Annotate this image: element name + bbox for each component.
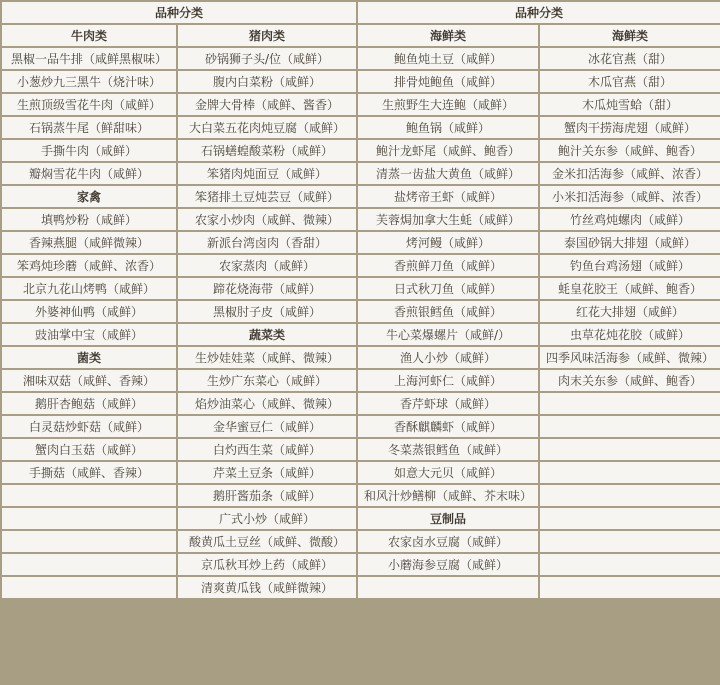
table-row <box>2 301 720 322</box>
dish-cell: 鲍汁关东参（咸鲜、鲍香） <box>540 140 720 161</box>
table-row <box>2 508 720 529</box>
empty-cell <box>2 577 176 598</box>
empty-cell <box>358 577 538 598</box>
empty-cell <box>540 577 720 598</box>
table-row <box>2 416 720 437</box>
dish-cell: 香芹虾球（咸鲜） <box>358 393 538 414</box>
dish-cell: 肉末关东参（咸鲜、鲍香） <box>540 370 720 391</box>
dish-cell: 金牌大骨棒（咸鲜、酱香） <box>178 94 356 115</box>
dish-cell: 酸黄瓜土豆丝（咸鲜、微酸） <box>178 531 356 552</box>
dish-cell: 小葱炒九三黑牛（烧汁味） <box>2 71 176 92</box>
dish-cell: 农家蒸肉（咸鲜） <box>178 255 356 276</box>
table-row <box>2 393 720 414</box>
dish-cell: 清爽黄瓜钱（咸鲜微辣） <box>178 577 356 598</box>
dish-cell: 黑椒一品牛排（咸鲜黑椒味） <box>2 48 176 69</box>
table-row <box>2 209 720 230</box>
dish-cell: 竹丝鸡炖螺肉（咸鲜） <box>540 209 720 230</box>
empty-cell <box>540 485 720 506</box>
table-row <box>2 255 720 276</box>
dish-cell: 豉油掌中宝（咸鲜） <box>2 324 176 345</box>
dish-cell: 香煎银鳕鱼（咸鲜） <box>358 301 538 322</box>
table-row <box>2 324 720 345</box>
section-label: 家禽 <box>2 186 176 207</box>
dish-cell: 和风汁炒鳝柳（咸鲜、芥末味） <box>358 485 538 506</box>
dish-cell: 香煎鲜刀鱼（咸鲜） <box>358 255 538 276</box>
dish-cell: 钓鱼台鸡汤翅（咸鲜） <box>540 255 720 276</box>
dish-cell: 笨鸡炖珍蘑（咸鲜、浓香） <box>2 255 176 276</box>
dish-cell: 填鸭炒粉（咸鲜） <box>2 209 176 230</box>
table-row <box>2 163 720 184</box>
table-row <box>2 370 720 391</box>
dish-cell: 金华蜜豆仁（咸鲜） <box>178 416 356 437</box>
dish-cell: 如意大元贝（咸鲜） <box>358 462 538 483</box>
dish-cell: 冰花官燕（甜） <box>540 48 720 69</box>
dish-cell: 木瓜炖雪蛤（甜） <box>540 94 720 115</box>
dish-cell: 石锅蒸牛尾（鲜甜味） <box>2 117 176 138</box>
table-row <box>2 577 720 598</box>
table-row <box>2 531 720 552</box>
empty-cell <box>540 462 720 483</box>
dish-cell: 香酥麒麟虾（咸鲜） <box>358 416 538 437</box>
dish-cell: 生炒广东菜心（咸鲜） <box>178 370 356 391</box>
table-row <box>2 48 720 69</box>
table-row <box>2 439 720 460</box>
dish-cell: 泰国砂锅大排翅（咸鲜） <box>540 232 720 253</box>
dish-cell: 生煎顶级雪花牛肉（咸鲜） <box>2 94 176 115</box>
dish-cell: 香辣燕腿（咸鲜微辣） <box>2 232 176 253</box>
dish-cell: 手撕菇（咸鲜、香辣） <box>2 462 176 483</box>
dish-cell: 鲍汁龙虾尾（咸鲜、鲍香） <box>358 140 538 161</box>
dish-cell: 鲍鱼锅（咸鲜） <box>358 117 538 138</box>
dish-cell: 烤河鳗（咸鲜） <box>358 232 538 253</box>
dish-cell: 白灼西生菜（咸鲜） <box>178 439 356 460</box>
table-row <box>2 94 720 115</box>
dish-cell: 金米扣活海参（咸鲜、浓香） <box>540 163 720 184</box>
empty-cell <box>540 439 720 460</box>
dish-cell: 小米扣活海参（咸鲜、浓香） <box>540 186 720 207</box>
dish-cell: 蟹肉干捞海虎翅（咸鲜） <box>540 117 720 138</box>
column-header-row <box>2 25 720 46</box>
empty-cell <box>2 531 176 552</box>
dish-cell: 广式小炒（咸鲜） <box>178 508 356 529</box>
dish-cell: 石锅蟮蝗酸菜粉（咸鲜） <box>178 140 356 161</box>
section-label: 豆制品 <box>358 508 538 529</box>
section-label: 菌类 <box>2 347 176 368</box>
dish-cell: 蚝皇花胶王（咸鲜、鲍香） <box>540 278 720 299</box>
dish-cell: 新派台湾卤肉（香甜） <box>178 232 356 253</box>
dish-cell: 大白菜五花肉炖豆腐（咸鲜） <box>178 117 356 138</box>
menu-body <box>2 48 720 598</box>
empty-cell <box>540 508 720 529</box>
dish-cell: 鲍鱼炖土豆（咸鲜） <box>358 48 538 69</box>
dish-cell: 北京九花山烤鸭（咸鲜） <box>2 278 176 299</box>
dish-cell: 蟹肉白玉菇（咸鲜） <box>2 439 176 460</box>
dish-cell: 笨猪肉炖面豆（咸鲜） <box>178 163 356 184</box>
dish-cell: 鹅肝杏鲍菇（咸鲜） <box>2 393 176 414</box>
dish-cell: 渔人小炒（咸鲜） <box>358 347 538 368</box>
table-row <box>2 117 720 138</box>
table-row <box>2 554 720 575</box>
empty-cell <box>2 554 176 575</box>
table-row <box>2 186 720 207</box>
table-row <box>2 140 720 161</box>
dish-cell: 木瓜官燕（甜） <box>540 71 720 92</box>
dish-cell: 外婆神仙鸭（咸鲜） <box>2 301 176 322</box>
dish-cell: 生煎野生大连鲍（咸鲜） <box>358 94 538 115</box>
dish-cell: 盐烤帝王虾（咸鲜） <box>358 186 538 207</box>
empty-cell <box>540 554 720 575</box>
dish-cell: 芙蓉焗加拿大生蚝（咸鲜） <box>358 209 538 230</box>
dish-cell: 清蒸一齿盐大黄鱼（咸鲜） <box>358 163 538 184</box>
column-header-pork: 猪肉类 <box>178 25 356 46</box>
dish-cell: 生炒娃娃菜（咸鲜、微辣） <box>178 347 356 368</box>
column-header-beef: 牛肉类 <box>2 25 176 46</box>
empty-cell <box>2 508 176 529</box>
dish-cell: 红花大排翅（咸鲜） <box>540 301 720 322</box>
dish-cell: 笨猪排土豆炖芸豆（咸鲜） <box>178 186 356 207</box>
column-header-seafood-2: 海鲜类 <box>540 25 720 46</box>
dish-cell: 鹅肝酱茄条（咸鲜） <box>178 485 356 506</box>
dish-cell: 小蘑海参豆腐（咸鲜） <box>358 554 538 575</box>
dish-cell: 四季风味活海参（咸鲜、微辣） <box>540 347 720 368</box>
dish-cell: 蹄花烧海带（咸鲜） <box>178 278 356 299</box>
dish-cell: 冬菜蒸银鳕鱼（咸鲜） <box>358 439 538 460</box>
category-title-row <box>2 2 720 23</box>
dish-cell: 牛心菜爆螺片（咸鲜/） <box>358 324 538 345</box>
section-label: 蔬菜类 <box>178 324 356 345</box>
table-row <box>2 485 720 506</box>
empty-cell <box>540 531 720 552</box>
dish-cell: 芹菜土豆条（咸鲜） <box>178 462 356 483</box>
empty-cell <box>540 393 720 414</box>
dish-cell: 日式秋刀鱼（咸鲜） <box>358 278 538 299</box>
dish-cell: 焰炒油菜心（咸鲜、微辣） <box>178 393 356 414</box>
table-row <box>2 232 720 253</box>
column-header-seafood-1: 海鲜类 <box>358 25 538 46</box>
dish-cell: 上海河虾仁（咸鲜） <box>358 370 538 391</box>
dish-cell: 腹内白菜粉（咸鲜） <box>178 71 356 92</box>
dish-cell: 虫草花炖花胶（咸鲜） <box>540 324 720 345</box>
dish-cell: 砂锅狮子头/位（咸鲜） <box>178 48 356 69</box>
empty-cell <box>540 416 720 437</box>
table-row <box>2 71 720 92</box>
dish-cell: 黑椒肘子皮（咸鲜） <box>178 301 356 322</box>
dish-cell: 湘味双菇（咸鲜、香辣） <box>2 370 176 391</box>
category-title-right: 品种分类 <box>358 2 720 23</box>
category-title-left: 品种分类 <box>2 2 356 23</box>
dish-cell: 排骨炖鲍鱼（咸鲜） <box>358 71 538 92</box>
empty-cell <box>2 485 176 506</box>
table-row <box>2 462 720 483</box>
table-row <box>2 278 720 299</box>
dish-cell: 瓣焖雪花牛肉（咸鲜） <box>2 163 176 184</box>
dish-cell: 农家卤水豆腐（咸鲜） <box>358 531 538 552</box>
dish-cell: 手撕牛肉（咸鲜） <box>2 140 176 161</box>
dish-cell: 农家小炒肉（咸鲜、微辣） <box>178 209 356 230</box>
dish-cell: 白灵菇炒虾菇（咸鲜） <box>2 416 176 437</box>
table-row <box>2 347 720 368</box>
dish-cell: 京瓜秋耳炒上药（咸鲜） <box>178 554 356 575</box>
